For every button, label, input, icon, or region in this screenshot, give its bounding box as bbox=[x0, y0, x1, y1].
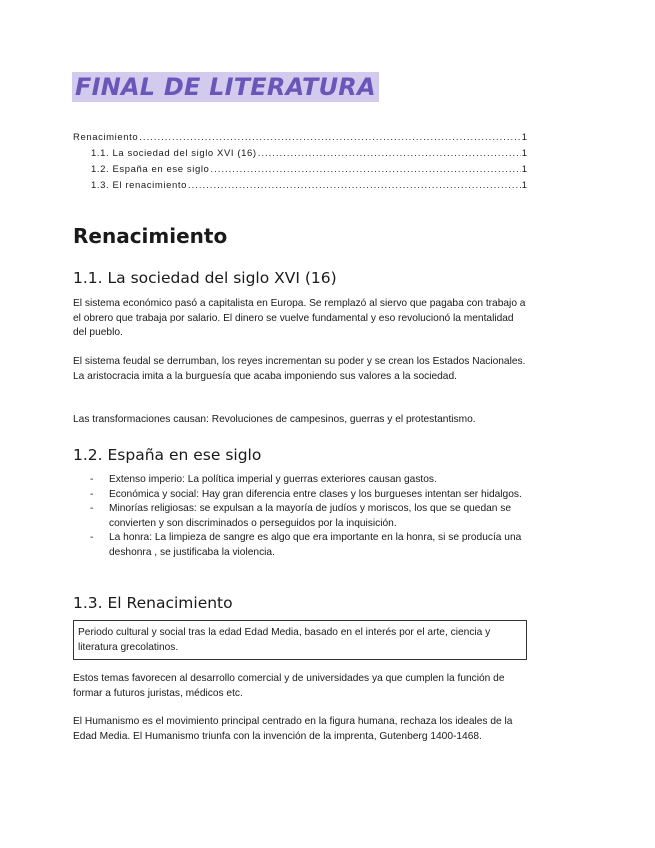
toc-entry[interactable] bbox=[73, 130, 527, 146]
toc-page-number: 1 bbox=[521, 180, 527, 191]
heading-section-1-2: 1.2. España en ese siglo bbox=[73, 446, 262, 464]
toc-page-number: 1 bbox=[521, 132, 527, 143]
toc-entry[interactable] bbox=[73, 178, 527, 194]
bullet-dash: - bbox=[90, 488, 94, 500]
toc-entry-label: 1.1. La sociedad del siglo XVI (16) bbox=[91, 148, 257, 159]
paragraph: Estos temas favorecen al desarrollo comercial y de universidades ya que cumplen la función de formar a futuros juristas, médicos etc. bbox=[73, 673, 505, 699]
list-item bbox=[90, 502, 527, 531]
toc-leader-dots bbox=[258, 146, 521, 162]
list-item-text: Minorías religiosas: se expulsan a la mayoría de judíos y moriscos, los que se quedan se convierten y son discriminados o perseguidos por la inquisición. bbox=[109, 503, 512, 529]
toc-page-number: 1 bbox=[521, 164, 527, 175]
paragraph: Las transformaciones causan: Revoluciones de campesinos, guerras y el protestantismo. bbox=[73, 414, 476, 425]
heading-renacimiento: Renacimiento bbox=[73, 224, 228, 248]
list-item-text: Económica y social: Hay gran diferencia entre clases y los burgueses intentan ser hidalgos. bbox=[109, 488, 522, 500]
toc-entry-label: 1.3. El renacimiento bbox=[91, 180, 187, 191]
paragraph: El Humanismo es el movimiento principal centrado en la figura humana, rechaza los ideales de la Edad Media. El Humanismo triunfa con la invención de la imprenta, Gutenberg 1400-1468. bbox=[73, 716, 513, 742]
list-item bbox=[90, 473, 527, 488]
heading-section-1-3: 1.3. El Renacimiento bbox=[73, 594, 233, 612]
bullet-dash: - bbox=[90, 532, 94, 544]
paragraph: El sistema feudal se derrumban, los reyes incrementan su poder y se crean los Estados Nacionales. La aristocracia imita a la burguesía que acaba imponiendo sus valores a la sociedad. bbox=[73, 356, 526, 382]
toc-entry[interactable] bbox=[73, 162, 527, 178]
bullet-dash: - bbox=[90, 503, 94, 515]
document-title: FINAL DE LITERATURA bbox=[72, 72, 379, 102]
toc-leader-dots bbox=[188, 178, 521, 194]
list-item-text: Extenso imperio: La política imperial y guerras exteriores causan gastos. bbox=[109, 474, 437, 485]
boxed-definition: Periodo cultural y social tras la edad Edad Media, basado en el interés por el arte, ciencia y literatura grecolatinos. bbox=[73, 620, 527, 660]
list-item bbox=[90, 531, 527, 560]
toc-leader-dots bbox=[139, 130, 520, 146]
toc-leader-dots bbox=[210, 162, 520, 178]
toc-entry-label: 1.2. España en ese siglo bbox=[91, 164, 210, 175]
bullet-dash: - bbox=[90, 474, 94, 485]
table-of-contents bbox=[73, 130, 527, 194]
list-item-text: La honra: La limpieza de sangre es algo que era importante en la honra, si se producía una deshonra , se justificaba la violencia. bbox=[109, 532, 522, 558]
heading-section-1-1: 1.1. La sociedad del siglo XVI (16) bbox=[73, 269, 337, 287]
bullet-list bbox=[90, 473, 527, 561]
toc-entry[interactable] bbox=[73, 146, 527, 162]
toc-page-number: 1 bbox=[521, 148, 527, 159]
paragraph: El sistema económico pasó a capitalista en Europa. Se remplazó al siervo que pagaba con trabajo a el obrero que trabaja por salario. El dinero se vuelve fundamental y eso revolucionó la mentalidad del pueblo. bbox=[73, 298, 526, 339]
toc-entry-label: Renacimiento bbox=[73, 132, 139, 143]
list-item bbox=[90, 488, 527, 503]
title-block bbox=[72, 72, 379, 102]
